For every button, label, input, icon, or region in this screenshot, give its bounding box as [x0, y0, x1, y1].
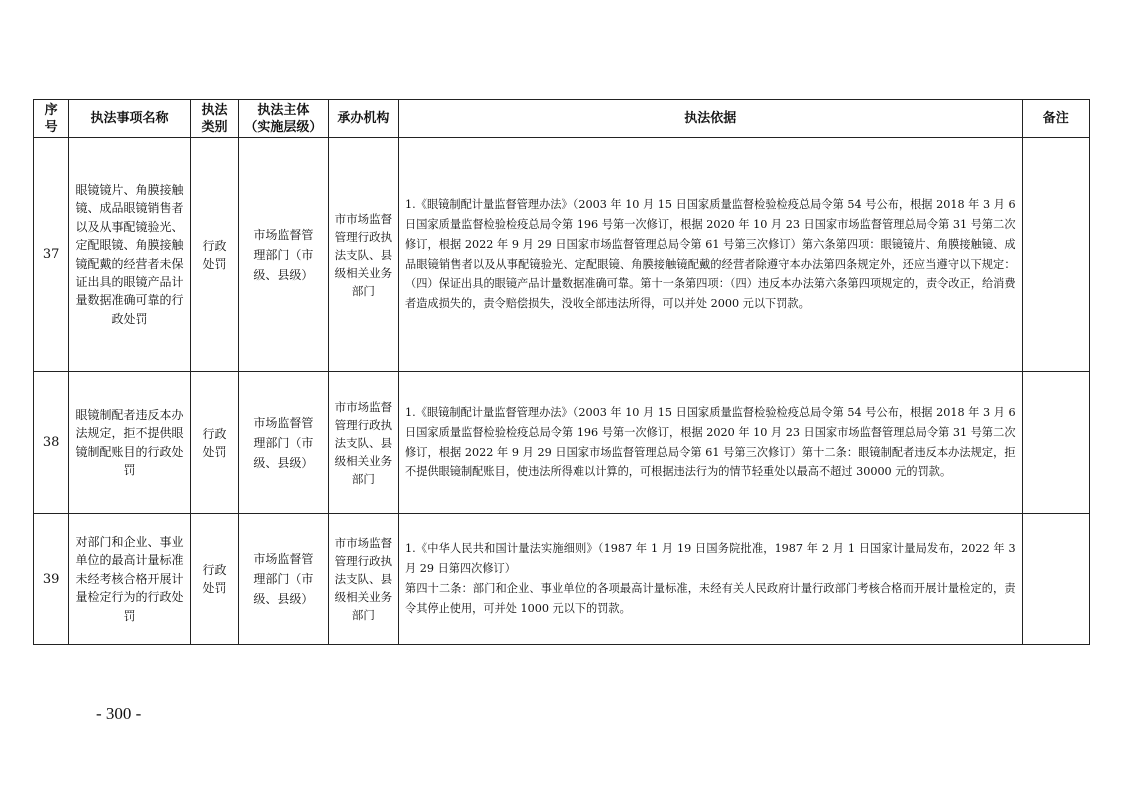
basis-text: 1.《中华人民共和国计量法实施细则》（1987 年 1 月 19 日国务院批准，1987 年 2 月 1 日国家计量局发布，2022 年 3 月 29 日第四次修订） — [405, 542, 1016, 576]
table-row — [34, 138, 1090, 372]
organization: 市市场监督管理行政执法支队、县级相关业务部门 — [328, 372, 398, 514]
legal-basis — [399, 372, 1023, 514]
organization: 市市场监督管理行政执法支队、县级相关业务部门 — [328, 138, 398, 372]
header-org: 承办机构 — [328, 100, 398, 138]
enforcement-table — [33, 99, 1090, 645]
item-name: 眼镜镜片、角膜接触镜、成品眼镜销售者以及从事配镜验光、定配眼镜、角膜接触镜配戴的经营者未保证出具的眼镜产品计量数据准确可靠的行政处罚 — [69, 138, 191, 372]
note — [1022, 138, 1089, 372]
category: 行政 处罚 — [190, 138, 238, 372]
header-category: 执法 类别 — [190, 100, 238, 138]
subject: 市场监督管理部门（市级、县级） — [239, 372, 329, 514]
category: 行政 处罚 — [190, 372, 238, 514]
header-row — [34, 100, 1090, 138]
header-basis: 执法依据 — [399, 100, 1023, 138]
legal-basis — [399, 138, 1023, 372]
basis-text: 1.《眼镜制配计量监督管理办法》（2003 年 10 月 15 日国家质量监督检验检疫总局令第 54 号公布，根据 2018 年 3 月 6 日国家质量监督检验检疫总局令第 196 号第一次修订，根据 2020 年 10 月 23 日国家市场监督管理总局令第 31 号第二次修订，根据 2022 年 9 月 29 日国家市场监督管理总局令第 61 号第三次修订）第十二条：眼镜制配者违反本办法规定，拒不提供眼镜制配账目，使违法所得难以计算的，可根据违法行为的情节轻重处以最高不超过 30000 元的罚款。 — [405, 405, 1016, 479]
header-name: 执法事项名称 — [69, 100, 191, 138]
page-number: - 300 - — [96, 704, 142, 723]
header-note: 备注 — [1022, 100, 1089, 138]
item-name: 眼镜制配者违反本办法规定，拒不提供眼镜制配账目的行政处罚 — [69, 372, 191, 514]
subject: 市场监督管理部门（市级、县级） — [239, 514, 329, 645]
basis-text: 1.《眼镜制配计量监督管理办法》（2003 年 10 月 15 日国家质量监督检验检疫总局令第 54 号公布，根据 2018 年 3 月 6 日国家质量监督检验检疫总局令第 196 号第一次修订，根据 2020 年 10 月 23 日国家市场监督管理总局令第 31 号第二次修订，根据 2022 年 9 月 29 日国家市场监督管理总局令第 61 号第三次修订）第六条第四项：眼镜镜片、角膜接触镜、成品眼镜销售者以及从事配镜验光、定配眼镜、角膜接触镜配戴的经营者除遵守本办法第四条规定外，还应当遵守以下规定：（四）保证出具的眼镜产品计量数据准确可靠。第十一条第四项：（四）违反本办法第六条第四项规定的，责令改正，给消费者造成损失的，责令赔偿损失，没收全部违法所得，可以并处 2000 元以下罚款。 — [405, 198, 1016, 311]
organization: 市市场监督管理行政执法支队、县级相关业务部门 — [328, 514, 398, 645]
header-subject: 执法主体 （实施层级） — [239, 100, 329, 138]
note — [1022, 372, 1089, 514]
header-no: 序 号 — [34, 100, 69, 138]
row-number: 39 — [34, 514, 69, 645]
note — [1022, 514, 1089, 645]
row-number: 37 — [34, 138, 69, 372]
table-row — [34, 514, 1090, 645]
basis-text: 第四十二条：部门和企业、事业单位的各项最高计量标准，未经有关人民政府计量行政部门考核合格而开展计量检定的，责令其停止使用，可并处 1000 元以下的罚款。 — [405, 582, 1016, 615]
item-name: 对部门和企业、事业单位的最高计量标准未经考核合格开展计量检定行为的行政处罚 — [69, 514, 191, 645]
table-row — [34, 372, 1090, 514]
category: 行政 处罚 — [190, 514, 238, 645]
subject: 市场监督管理部门（市级、县级） — [239, 138, 329, 372]
legal-basis — [399, 514, 1023, 645]
row-number: 38 — [34, 372, 69, 514]
